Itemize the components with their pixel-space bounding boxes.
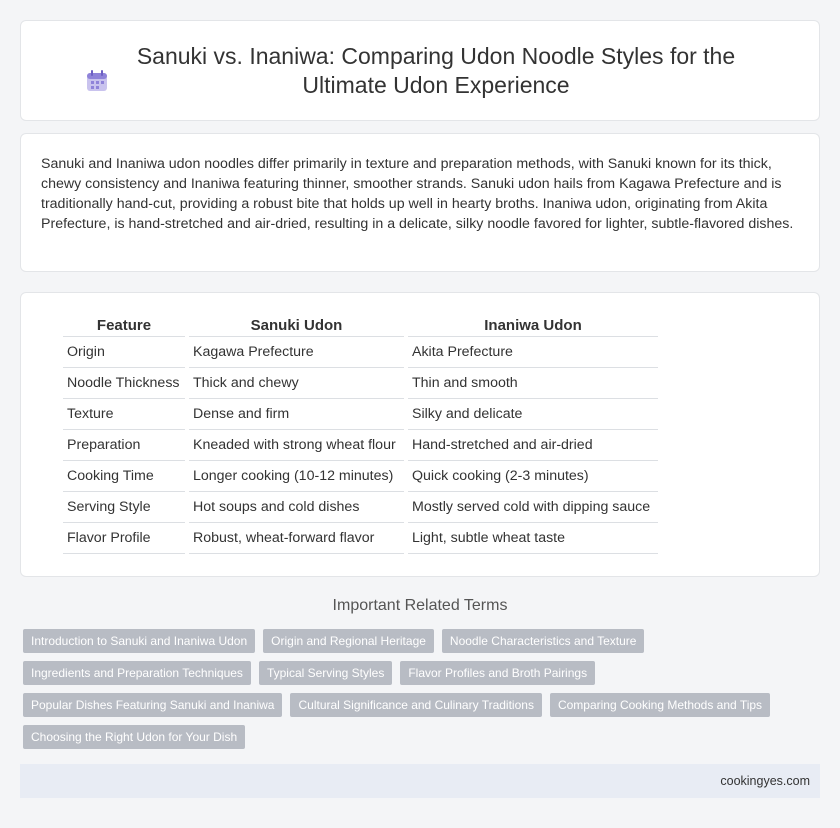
cell-sanuki: Kagawa Prefecture [189, 337, 404, 368]
cell-sanuki: Dense and firm [189, 399, 404, 430]
cell-feature: Origin [63, 337, 185, 368]
summary-text: Sanuki and Inaniwa udon noodles differ primarily in texture and preparation methods, with Sanuki known for its thick, chewy consistency and Inaniwa featuring thinner, smoother strands. Sanuki udon hails from Kagawa Prefecture and is traditionally hand-cut, providing a robust bite that holds up well in hearty broths. Inaniwa udon, originating from Akita Prefecture, is hand-stretched and air-dried, resulting in a delicate, silky noodle favored for lighter, subtle-flavored dishes. [41, 156, 794, 232]
table-header-row [63, 315, 658, 337]
cell-feature: Cooking Time [63, 461, 185, 492]
tag-link[interactable]: Typical Serving Styles [259, 661, 392, 685]
table-row [63, 368, 658, 399]
comparison-table [59, 315, 662, 554]
header-inaniwa: Inaniwa Udon [408, 315, 658, 337]
cell-inaniwa: Silky and delicate [408, 399, 658, 430]
cell-sanuki: Longer cooking (10-12 minutes) [189, 461, 404, 492]
footer [20, 764, 820, 798]
title-card [20, 20, 820, 121]
cell-inaniwa: Akita Prefecture [408, 337, 658, 368]
table-row [63, 492, 658, 523]
cell-sanuki: Hot soups and cold dishes [189, 492, 404, 523]
tag-link[interactable]: Noodle Characteristics and Texture [442, 629, 645, 653]
summary-card [20, 133, 820, 272]
title-wrap [84, 42, 756, 100]
cell-inaniwa: Quick cooking (2-3 minutes) [408, 461, 658, 492]
related-terms-heading: Important Related Terms [332, 597, 508, 614]
tag-link[interactable]: Flavor Profiles and Broth Pairings [400, 661, 595, 685]
cell-sanuki: Thick and chewy [189, 368, 404, 399]
cell-feature: Noodle Thickness [63, 368, 185, 399]
table-row [63, 399, 658, 430]
cell-inaniwa: Mostly served cold with dipping sauce [408, 492, 658, 523]
cell-feature: Serving Style [63, 492, 185, 523]
tag-link[interactable]: Popular Dishes Featuring Sanuki and Inaniwa [23, 693, 282, 717]
table-row [63, 523, 658, 554]
cell-inaniwa: Hand-stretched and air-dried [408, 430, 658, 461]
tag-link[interactable]: Introduction to Sanuki and Inaniwa Udon [23, 629, 255, 653]
cell-inaniwa: Thin and smooth [408, 368, 658, 399]
calendar-icon [84, 68, 110, 94]
header-feature: Feature [63, 315, 185, 337]
footer-site[interactable]: cookingyes.com [720, 774, 810, 788]
tag-link[interactable]: Comparing Cooking Methods and Tips [550, 693, 770, 717]
cell-feature: Texture [63, 399, 185, 430]
related-terms-tags [20, 629, 780, 749]
cell-feature: Flavor Profile [63, 523, 185, 554]
related-terms-section [20, 597, 820, 749]
comparison-table-card [20, 292, 820, 577]
cell-feature: Preparation [63, 430, 185, 461]
table-row [63, 430, 658, 461]
tag-link[interactable]: Choosing the Right Udon for Your Dish [23, 725, 245, 749]
tag-link[interactable]: Origin and Regional Heritage [263, 629, 434, 653]
cell-sanuki: Kneaded with strong wheat flour [189, 430, 404, 461]
tag-link[interactable]: Cultural Significance and Culinary Traditions [290, 693, 541, 717]
table-row [63, 337, 658, 368]
table-row [63, 461, 658, 492]
cell-sanuki: Robust, wheat-forward flavor [189, 523, 404, 554]
header-sanuki: Sanuki Udon [189, 315, 404, 337]
cell-inaniwa: Light, subtle wheat taste [408, 523, 658, 554]
page-title: Sanuki vs. Inaniwa: Comparing Udon Noodle Styles for the Ultimate Udon Experience [136, 42, 736, 98]
tag-link[interactable]: Ingredients and Preparation Techniques [23, 661, 251, 685]
